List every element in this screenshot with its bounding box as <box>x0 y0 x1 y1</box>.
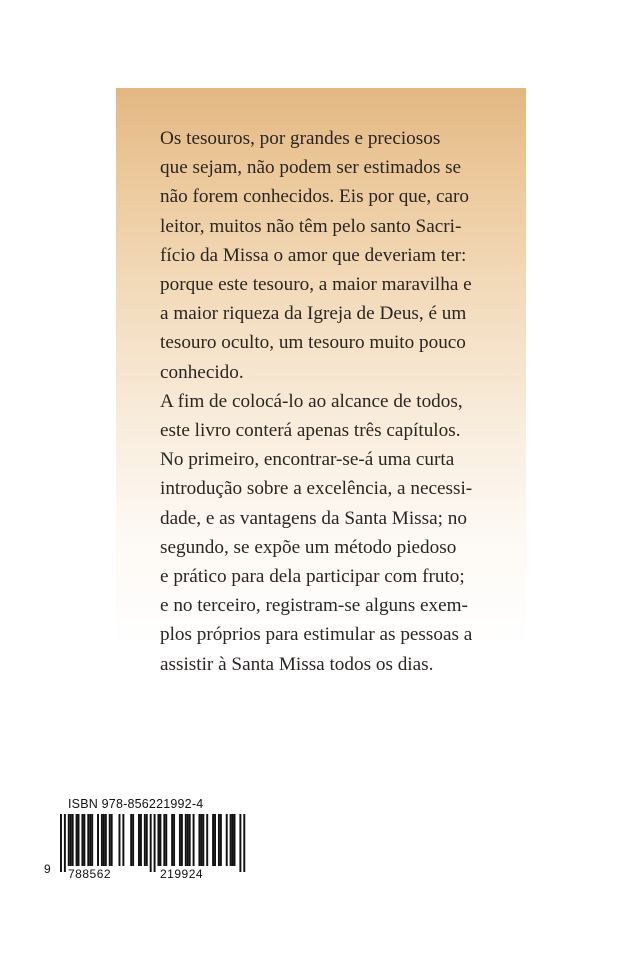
barcode-bar <box>198 814 200 866</box>
text-line: A fim de colocá-lo ao alcance de todos, <box>160 390 463 412</box>
text-line: este livro conterá apenas três capítulos. <box>160 420 461 442</box>
text-line: No primeiro, encontrar-se-á uma curta <box>160 449 455 471</box>
text-line: que sejam, não podem ser estimados se <box>160 157 462 179</box>
barcode-bar <box>206 814 208 866</box>
barcode-bar <box>140 814 142 866</box>
text-line: plos próprios para estimular as pessoas a <box>160 624 473 646</box>
barcode-bar <box>239 814 241 872</box>
text-line: leitor, muitos não têm pelo santo Sacri- <box>160 215 462 237</box>
barcode-bar <box>232 814 234 866</box>
barcode-bar <box>72 814 74 866</box>
barcode-bar <box>119 814 121 866</box>
barcode-bar <box>76 814 78 866</box>
barcode-lead-digit: 9 <box>44 862 52 876</box>
barcode-bar <box>68 814 70 866</box>
barcode-bar <box>83 814 85 866</box>
barcode-bar <box>214 814 216 866</box>
barcode-bar <box>234 814 236 866</box>
barcode-bar <box>243 814 245 872</box>
barcode-left-digits: 788562 <box>68 867 112 881</box>
text-line: porque este tesouro, a maior maravilha e <box>160 274 472 296</box>
barcode-bar <box>158 814 160 866</box>
barcode-bar <box>181 814 183 866</box>
barcode-bar <box>101 814 103 866</box>
text-line: e prático para dela participar com fruto; <box>160 566 465 588</box>
barcode-bar <box>60 814 62 872</box>
text-line: assistir à Santa Missa todos os dias. <box>160 653 434 675</box>
text-line: segundo, se expõe um método piedoso <box>160 536 457 558</box>
barcode-bar <box>220 814 222 866</box>
barcode-bar <box>200 814 202 866</box>
text-line: a maior riqueza da Igreja de Deus, é um <box>160 303 467 325</box>
barcode-bar <box>81 814 83 866</box>
text-line: fício da Missa o amor que deveriam ter: <box>160 244 467 266</box>
barcode-bar <box>218 814 220 866</box>
barcode-bar <box>87 814 89 866</box>
barcode-bar <box>97 814 99 866</box>
barcode-bar <box>202 814 204 866</box>
barcode-bar <box>159 814 161 866</box>
barcode-bar <box>105 814 107 866</box>
barcode-bar <box>64 814 66 872</box>
barcode-bar <box>91 814 93 866</box>
barcode-bar <box>165 814 167 866</box>
text-line: Os tesouros, por grandes e preciosos <box>160 128 441 149</box>
barcode-bar <box>132 814 134 866</box>
barcode-bar <box>122 814 124 866</box>
text-line: dade, e as vantagens da Santa Missa; no <box>160 507 467 529</box>
barcode-bar <box>154 814 156 872</box>
barcode-bars <box>38 814 258 872</box>
barcode-bar <box>144 814 146 866</box>
barcode-bar <box>146 814 148 866</box>
barcode-bar <box>173 814 175 866</box>
synopsis-text <box>160 124 480 679</box>
isbn-barcode <box>38 797 258 907</box>
barcode-bar <box>111 814 113 866</box>
barcode-bar <box>78 814 80 866</box>
isbn-label: ISBN 978-856221992-4 <box>68 797 204 811</box>
barcode-bar <box>212 814 214 866</box>
barcode-bar <box>150 814 152 872</box>
barcode-bar <box>130 814 132 866</box>
text-line: e no terceiro, registram-se alguns exem- <box>160 595 468 617</box>
barcode-bar <box>193 814 195 866</box>
barcode-bar <box>103 814 105 866</box>
barcode-bar <box>171 814 173 866</box>
barcode-bar <box>138 814 140 866</box>
barcode-bar <box>89 814 91 866</box>
barcode-bar <box>70 814 72 866</box>
barcode-right-digits: 219924 <box>160 867 204 881</box>
text-line: introdução sobre a excelência, a necessi- <box>160 478 473 500</box>
barcode-bar <box>179 814 181 866</box>
barcode-bar <box>226 814 228 866</box>
barcode-bar <box>189 814 191 866</box>
text-line: tesouro oculto, um tesouro muito pouco <box>160 332 466 354</box>
barcode-bar <box>187 814 189 866</box>
text-line: conhecido. <box>160 361 244 383</box>
barcode-bar <box>163 814 165 866</box>
barcode-bar <box>230 814 232 866</box>
barcode-bar <box>109 814 111 866</box>
text-line: não forem conhecidos. Eis por que, caro <box>160 186 470 208</box>
barcode-bar <box>185 814 187 866</box>
